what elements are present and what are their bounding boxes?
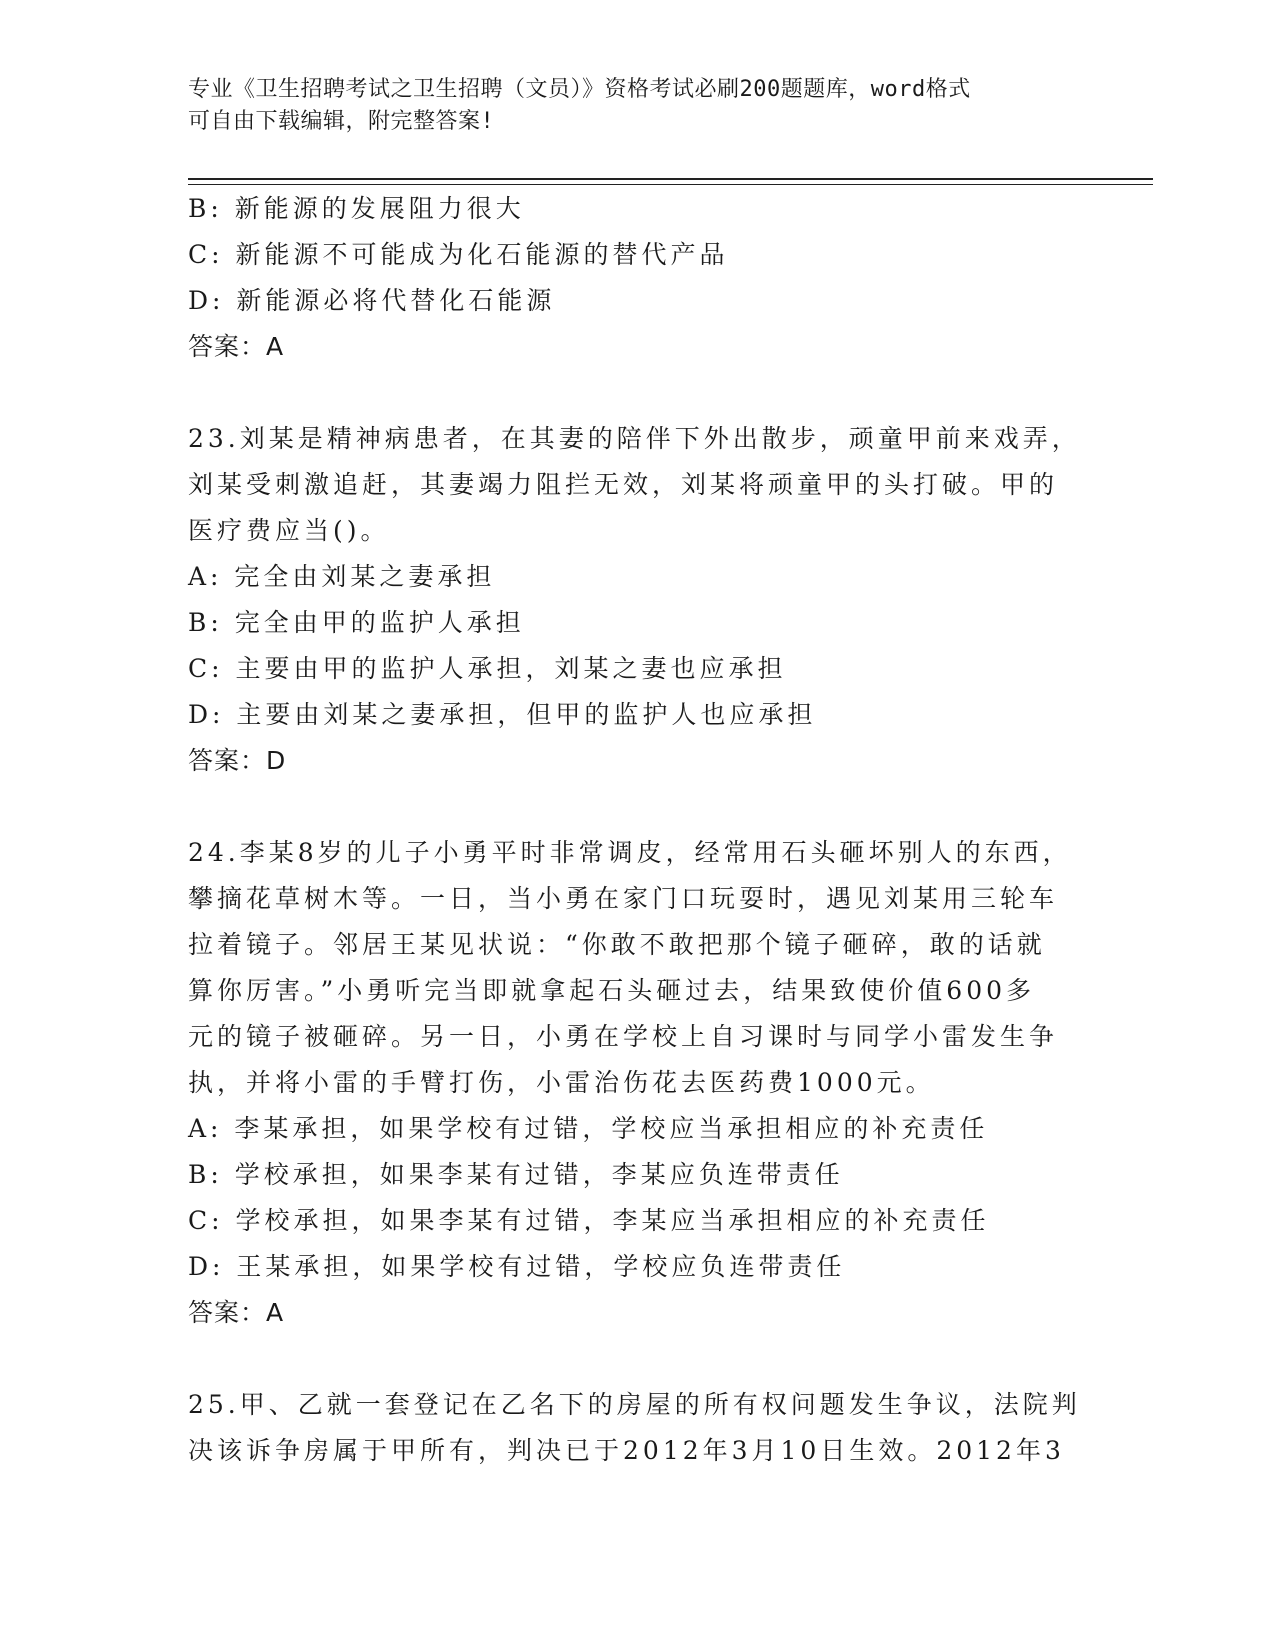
header-title-line-1: 专业《卫生招聘考试之卫生招聘（文员）》资格考试必刷200题题库，word格式 [188, 77, 971, 102]
option-a: A: 李某承担，如果学校有过错，学校应当承担相应的补充责任 [188, 1114, 989, 1143]
spacer [188, 1336, 1088, 1382]
option-d: D: 新能源必将代替化石能源 [188, 286, 556, 315]
header-title-line-2: 可自由下载编辑，附完整答案! [188, 109, 495, 134]
answer: 答案：D [188, 746, 287, 775]
document-body [188, 186, 1088, 1474]
question-stem-line: 元的镜子被砸碎。另一日，小勇在学校上自习课时与同学小雷发生争 [188, 1022, 1059, 1051]
question-stem-line: 攀摘花草树木等。一日，当小勇在家门口玩耍时，遇见刘某用三轮车 [188, 884, 1059, 913]
question-stem-line: 决该诉争房属于甲所有，判决已于2012年3月10日生效。2012年3 [188, 1436, 1065, 1465]
question-stem-line: 刘某受刺激追赶，其妻竭力阻拦无效，刘某将顽童甲的头打破。甲的 [188, 470, 1059, 499]
question-stem-line: 24.李某8岁的儿子小勇平时非常调皮，经常用石头砸坏别人的东西， [188, 838, 1072, 867]
option-b: B: 学校承担，如果李某有过错，李某应负连带责任 [188, 1160, 844, 1189]
question-23 [188, 416, 1088, 784]
option-c: C: 学校承担，如果李某有过错，李某应当承担相应的补充责任 [188, 1206, 990, 1235]
question-stem-line: 25.甲、乙就一套登记在乙名下的房屋的所有权问题发生争议，法院判 [188, 1390, 1081, 1419]
option-c: C: 主要由甲的监护人承担，刘某之妻也应承担 [188, 654, 787, 683]
question-25 [188, 1382, 1088, 1474]
option-b: B: 新能源的发展阻力很大 [188, 194, 525, 223]
question-stem-line: 医疗费应当()。 [188, 516, 390, 545]
answer: 答案：A [188, 332, 285, 361]
option-d: D: 王某承担，如果学校有过错，学校应负连带责任 [188, 1252, 846, 1281]
option-a: A: 完全由刘某之妻承担 [188, 562, 496, 591]
question-stem-line: 23.刘某是精神病患者，在其妻的陪伴下外出散步，顽童甲前来戏弄， [188, 424, 1081, 453]
spacer [188, 370, 1088, 416]
answer: 答案：A [188, 1298, 285, 1327]
option-d: D: 主要由刘某之妻承担，但甲的监护人也应承担 [188, 700, 817, 729]
question-stem-line: 拉着镜子。邻居王某见状说：“你敢不敢把那个镜子砸碎，敢的话就 [188, 930, 1046, 959]
option-c: C: 新能源不可能成为化石能源的替代产品 [188, 240, 729, 269]
question-stem-line: 执，并将小雷的手臂打伤，小雷治伤花去医药费1000元。 [188, 1068, 935, 1097]
spacer [188, 784, 1088, 830]
question-22 [188, 186, 1088, 370]
question-stem-line: 算你厉害。”小勇听完当即就拿起石头砸过去，结果致使价值600多 [188, 976, 1036, 1005]
question-24 [188, 830, 1088, 1336]
option-b: B: 完全由甲的监护人承担 [188, 608, 525, 637]
document-header [188, 74, 1088, 138]
header-divider [188, 178, 1153, 185]
